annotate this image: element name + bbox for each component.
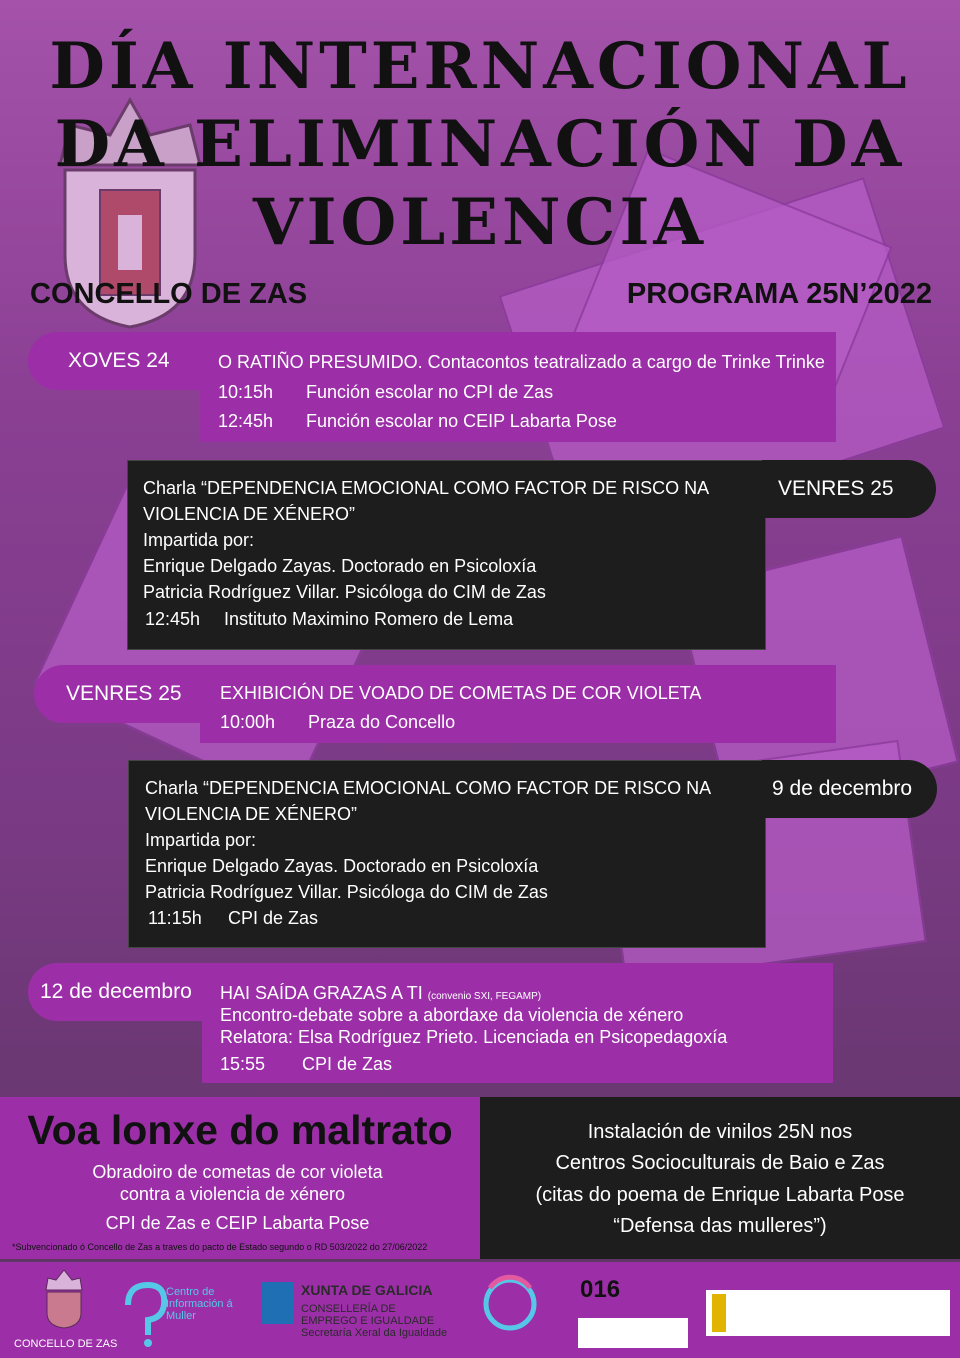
- event-december-12-line-2: Encontro-debate sobre a abordaxe da violencia de xénero: [220, 1005, 684, 1025]
- event-december-12-date: 12 de decembro: [28, 963, 206, 1021]
- event-venres-talk-title-1: Charla “DEPENDENCIA EMOCIONAL COMO FACTOR DE RISCO NA: [143, 478, 710, 498]
- cim-line-2: Información á: [166, 1298, 233, 1310]
- vinyl-line-3: (citas do poema de Enrique Labarta Pose: [535, 1184, 905, 1206]
- event-december-talk-time: 11:15h: [148, 908, 202, 928]
- event-venres-kites-title: EXHIBICIÓN DE VOADO DE COMETAS DE COR VIOLETA: [220, 683, 702, 703]
- event-xoves-place-2: Función escolar no CEIP Labarta Pose: [306, 411, 617, 431]
- government-logo-box: [706, 1290, 950, 1336]
- event-december-12-line-3: Relatora: Elsa Rodríguez Prieto. Licenciada en Psicopedagoxía: [220, 1027, 728, 1047]
- phone-016: 016: [580, 1276, 621, 1303]
- event-venres-talk-speaker-1: Enrique Delgado Zayas. Doctorado en Psicoloxía: [143, 556, 537, 576]
- event-venres-talk-title-2: VIOLENCIA DE XÉNERO”: [143, 504, 356, 524]
- workshop-line-2: contra a violencia de xénero: [119, 1184, 346, 1204]
- workshop-line-3: CPI de Zas e CEIP Labarta Pose: [105, 1213, 370, 1233]
- workshop-line-1: Obradoiro de cometas de cor violeta: [92, 1162, 383, 1182]
- cim-logo-icon: [118, 1280, 168, 1348]
- workshop-title: Voa lonxe do maltrato: [27, 1107, 453, 1153]
- event-december-talk-imparted: Impartida por:: [145, 830, 257, 850]
- zas-shield-icon: [44, 1268, 84, 1330]
- xunta-line-3: Secretaría Xeral da Igualdade: [301, 1327, 448, 1339]
- municipality-heading: CONCELLO DE ZAS: [30, 278, 308, 310]
- vinyl-line-1: Instalación de vinilos 25N nos: [587, 1121, 853, 1143]
- event-venres-talk-speaker-2: Patricia Rodríguez Villar. Psicóloga do CIM de Zas: [143, 582, 546, 602]
- event-december-12-place: CPI de Zas: [302, 1054, 393, 1074]
- event-venres-kites-date: VENRES 25: [34, 665, 204, 723]
- event-december-talk-place: CPI de Zas: [228, 908, 319, 928]
- vinyl-line-2: Centros Socioculturais de Baio e Zas: [555, 1152, 885, 1174]
- title-line-3: VIOLENCIA: [252, 185, 708, 260]
- subsidy-note: *Subvencionado ó Concello de Zas a traves do pacto de Estado segundo o RD 503/2022 do 27/06/2022: [12, 1242, 428, 1252]
- event-xoves-time-1: 10:15h: [218, 382, 274, 402]
- event-december-12-time: 15:55: [220, 1054, 266, 1074]
- event-december-12-title: [220, 983, 541, 1004]
- event-venres-kites-place: Praza do Concello: [308, 712, 456, 732]
- event-venres-kites-time: 10:00h: [220, 712, 276, 732]
- event-december-talk-title-1: Charla “DEPENDENCIA EMOCIONAL COMO FACTOR DE RISCO NA: [145, 778, 712, 798]
- title-line-2: DA ELIMINACIÓN DA: [54, 107, 906, 182]
- title-line-1: DÍA INTERNACIONAL: [49, 29, 911, 104]
- xunta-line-1: CONSELLERÍA DE: [301, 1303, 396, 1315]
- zas-logo-text: CONCELLO DE ZAS: [14, 1338, 118, 1350]
- event-venres-talk-place: Instituto Maximino Romero de Lema: [224, 609, 514, 629]
- event-december-talk-title-2: VIOLENCIA DE XÉNERO”: [145, 804, 358, 824]
- event-xoves-title: O RATIÑO PRESUMIDO. Contacontos teatralizado a cargo de Trinke Trinke: [218, 352, 825, 372]
- event-december-12-title-main: HAI SAÍDA GRAZAS A TI: [220, 983, 423, 1003]
- event-venres-talk-imparted: Impartida por:: [143, 530, 255, 550]
- event-xoves-time-2: 12:45h: [218, 411, 274, 431]
- cim-line-3: Muller: [166, 1310, 196, 1322]
- event-venres-kites-box: [200, 665, 836, 743]
- event-december-talk-speaker-2: Patricia Rodríguez Villar. Psicóloga do CIM de Zas: [145, 882, 548, 902]
- pacto-estado-logo-icon: [470, 1274, 550, 1344]
- spain-flag-icon: [712, 1294, 726, 1332]
- event-december-talk-date: 9 de decembro: [762, 760, 937, 818]
- program-heading: PROGRAMA 25N’2022: [626, 278, 932, 310]
- event-xoves-place-1: Función escolar no CPI de Zas: [306, 382, 554, 402]
- event-venres-talk-date: VENRES 25: [762, 460, 936, 518]
- ministry-logo-box: [578, 1318, 688, 1348]
- cim-line-1: Centro de: [166, 1286, 215, 1298]
- event-xoves-date: XOVES 24: [28, 332, 204, 390]
- event-december-12-note: (convenio SXI, FEGAMP): [427, 991, 542, 1002]
- xunta-flag-icon: [262, 1282, 294, 1324]
- xunta-line-2: EMPREGO E IGUALDADE: [301, 1315, 435, 1327]
- event-december-talk-speaker-1: Enrique Delgado Zayas. Doctorado en Psicoloxía: [145, 856, 539, 876]
- event-venres-talk-time: 12:45h: [145, 609, 201, 629]
- vinyl-line-4: “Defensa das mulleres”): [613, 1215, 827, 1237]
- xunta-title: XUNTA DE GALICIA: [301, 1282, 433, 1298]
